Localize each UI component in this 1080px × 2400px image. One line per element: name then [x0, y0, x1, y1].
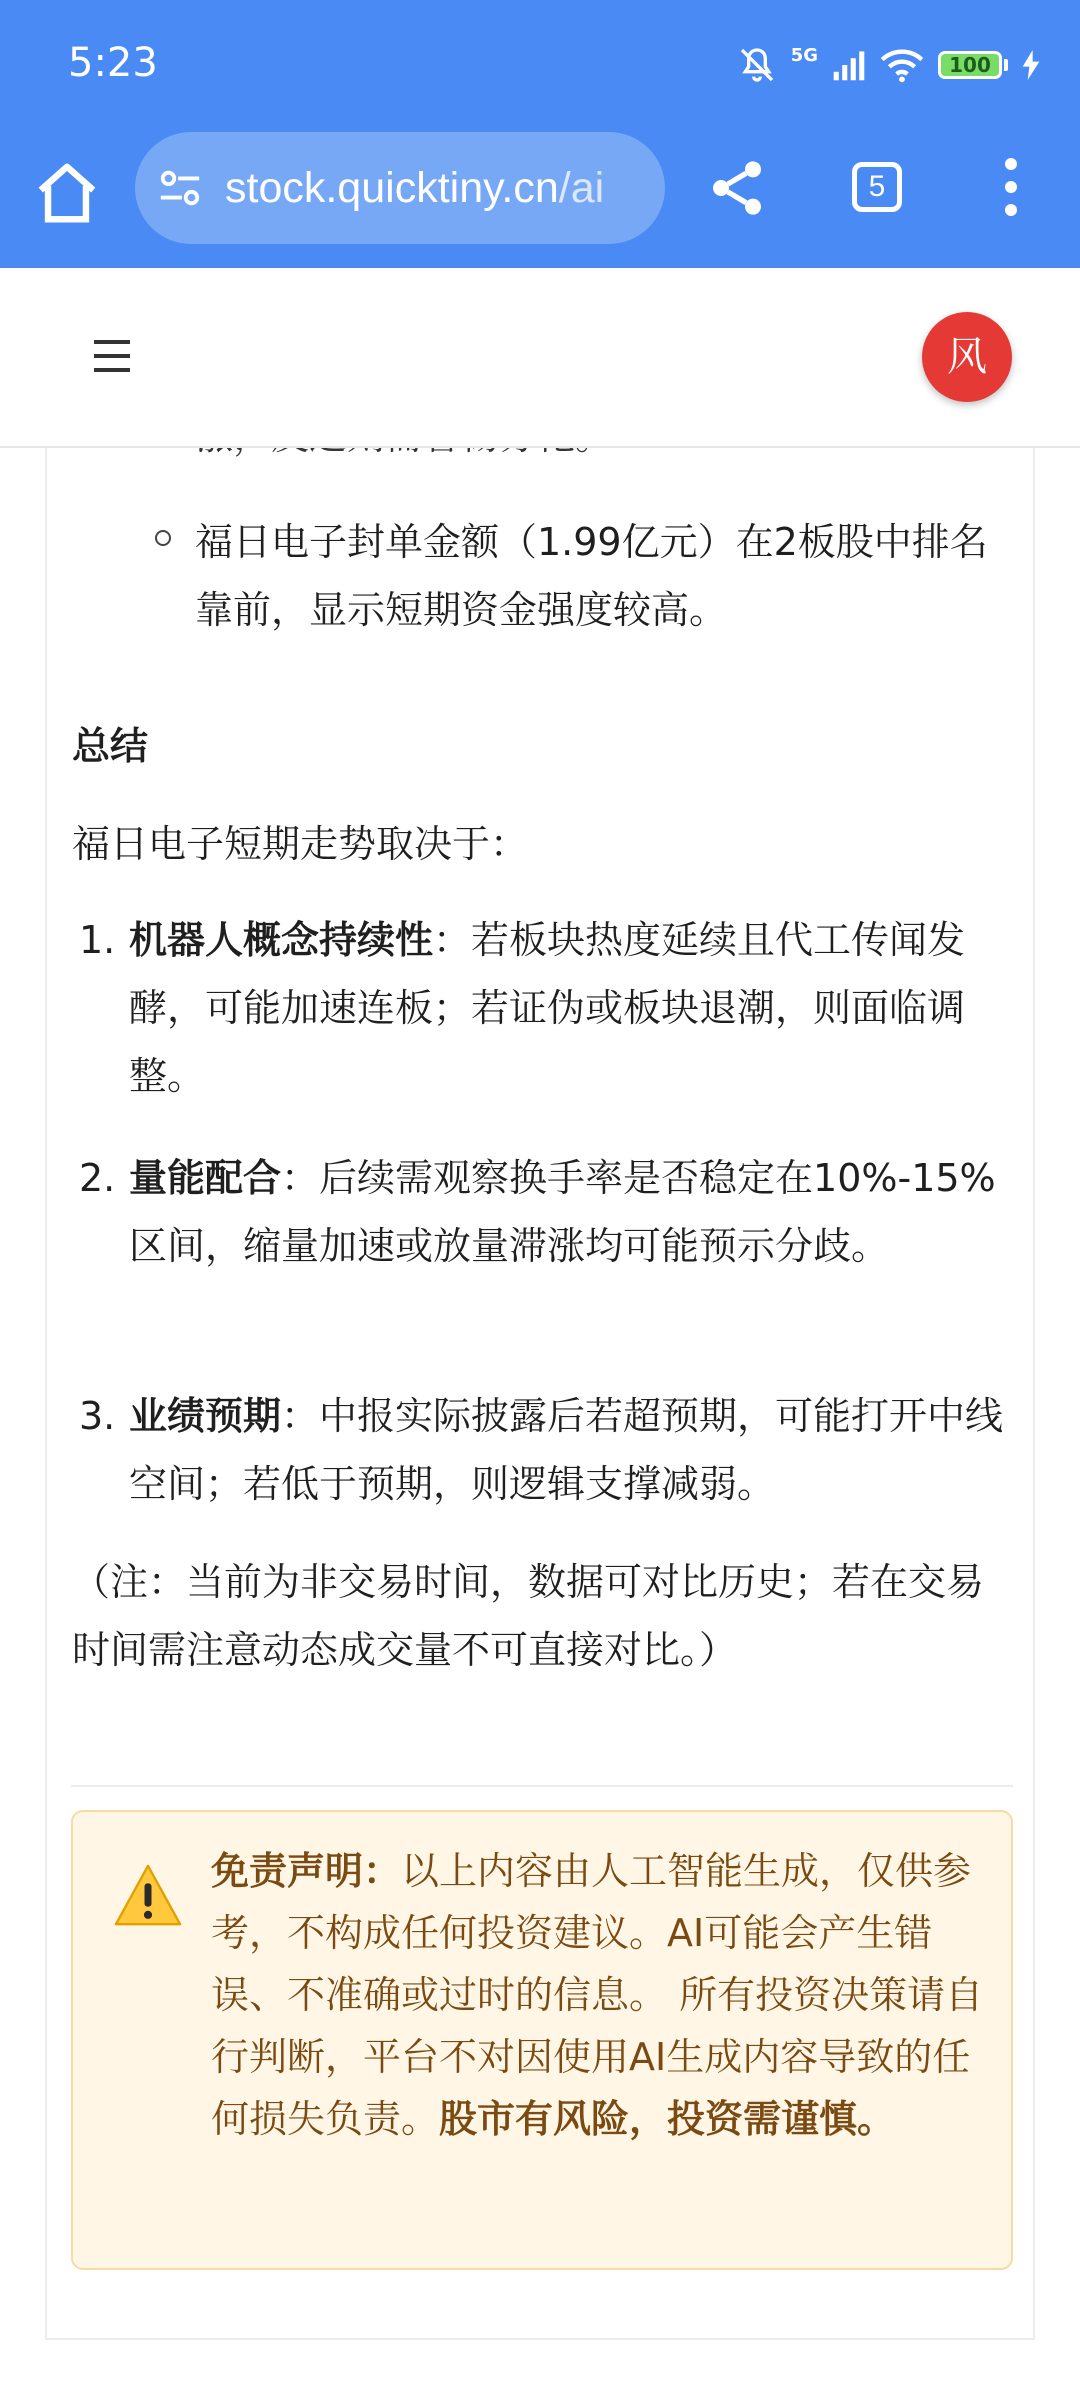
battery-tip — [1004, 59, 1008, 71]
summary-heading: 总结 — [72, 724, 149, 768]
disclaimer-body: 以上内容由人工智能生成，仅供参考，不构成任何投资建议。AI可能会产生错误、不准确或过时的信息。 所有投资决策请自行判断，平台不对因使用AI生成内容导致的任何损失负责。 — [211, 1849, 984, 2141]
browser-chrome — [0, 0, 1080, 268]
status-time: 5:23 — [68, 40, 158, 86]
list-item — [129, 1144, 1009, 1280]
disclaimer-label: 免责声明： — [211, 1849, 402, 1893]
ai-analysis-card — [45, 440, 1035, 2340]
home-icon[interactable] — [32, 158, 102, 228]
list-item-title: 量能配合 — [129, 1156, 282, 1200]
wifi-icon — [880, 47, 924, 83]
list-number: 1. — [79, 918, 116, 962]
address-bar[interactable] — [135, 132, 665, 244]
list-item-body: ：若板块热度延续且代工传闻发酵，可能加速连板；若证伪或板块退潮，则面临调整。 — [129, 918, 966, 1098]
disclaimer-emphasis: 股市有风险，投资需谨慎。 — [439, 2097, 896, 2141]
sub-list-item: 福日电子封单金额（1.99亿元）在2板股中排名靠前，显示短期资金强度较高。 — [195, 520, 988, 632]
hamburger-menu-icon[interactable] — [94, 340, 130, 372]
divider — [71, 1785, 1013, 1787]
trading-time-note: （注：当前为非交易时间，数据可对比历史；若在交易时间需注意动态成交量不可直接对比。） — [72, 1560, 985, 1672]
status-icons — [737, 40, 1040, 90]
site-header — [0, 268, 1080, 448]
disclaimer-box — [71, 1810, 1013, 2270]
list-item — [129, 1382, 1009, 1518]
list-item-title: 机器人概念持续性 — [129, 918, 434, 962]
charging-bolt-icon — [1022, 50, 1040, 80]
tab-switcher-button[interactable]: 5 — [852, 162, 902, 212]
circle-bullet-icon — [155, 530, 171, 546]
signal-icon — [832, 48, 866, 82]
share-icon[interactable] — [705, 156, 769, 220]
battery-indicator: 100 — [938, 51, 1002, 79]
warning-icon — [113, 1862, 183, 1928]
browser-toolbar — [0, 132, 1080, 244]
url-host: stock.quicktiny.cn — [225, 163, 559, 212]
list-item-body: ：中报实际披露后若超预期，可能打开中线空间；若低于预期，则逻辑支撑减弱。 — [129, 1394, 1004, 1506]
summary-intro: 福日电子短期走势取决于： — [72, 822, 529, 866]
list-number: 2. — [79, 1156, 116, 1200]
list-item-title: 业绩预期 — [129, 1394, 282, 1438]
network-type: 5G — [790, 44, 818, 66]
url-text — [225, 164, 604, 213]
list-item — [129, 906, 1009, 1110]
disclaimer-text — [211, 1840, 991, 2150]
user-avatar[interactable]: 风 — [922, 312, 1012, 402]
mute-bell-icon — [737, 45, 777, 85]
overflow-menu-icon[interactable] — [996, 158, 1026, 222]
site-settings-icon[interactable] — [157, 165, 203, 211]
list-item-body: ：后续需观察换手率是否稳定在10%-15%区间，缩量加速或放量滞涨均可能预示分歧。 — [129, 1156, 996, 1268]
url-path: /ai — [558, 163, 605, 212]
list-number: 3. — [79, 1394, 116, 1438]
